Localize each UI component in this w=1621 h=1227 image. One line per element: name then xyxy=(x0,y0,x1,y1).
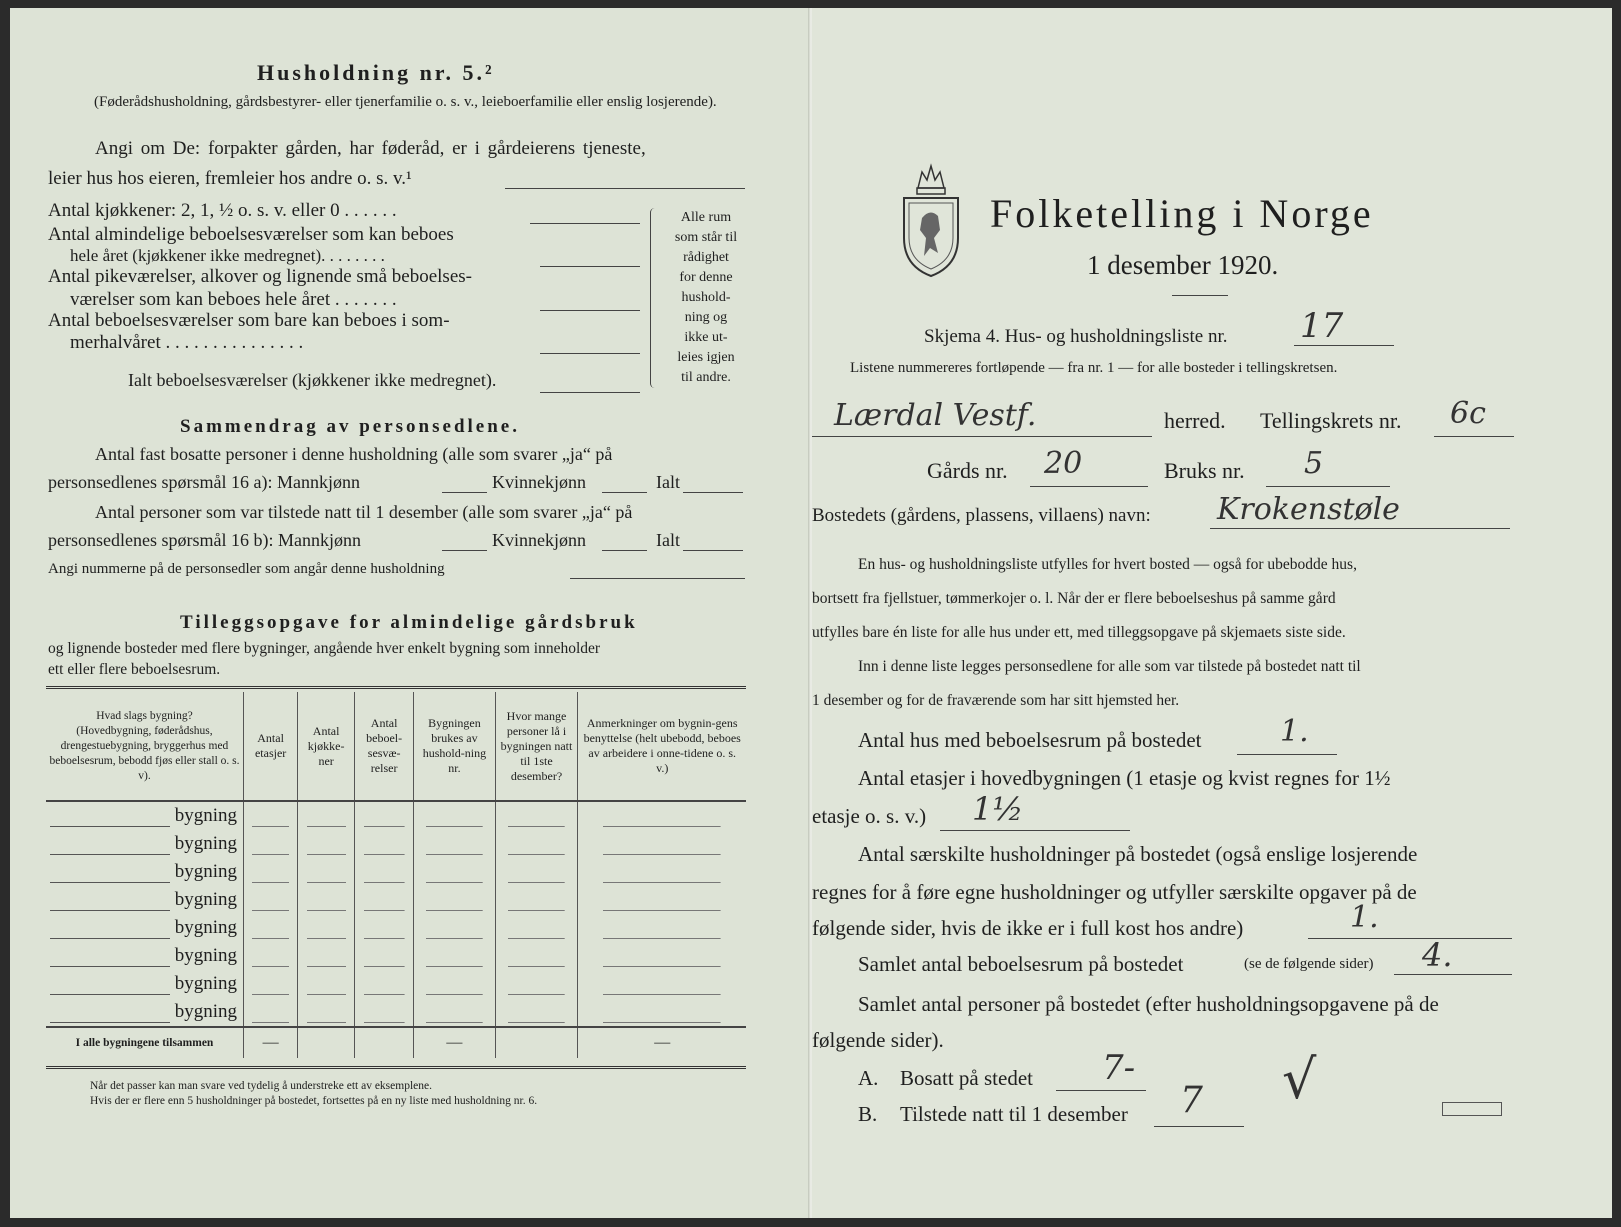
summary-line-4: personsedlenes spørsmål 16 b): Mannkjønn xyxy=(48,530,361,550)
total-a-label: Ialt xyxy=(656,472,680,492)
coat-of-arms-icon xyxy=(900,158,962,280)
krets-line xyxy=(1434,436,1514,437)
q-floors-2: etasje o. s. v.) xyxy=(812,804,927,828)
numbers-line xyxy=(570,578,745,579)
side-note-line: leies igjen xyxy=(677,350,735,365)
right-page xyxy=(812,8,1612,1218)
schema-number: 17 xyxy=(1300,306,1344,346)
building-cell xyxy=(578,970,746,998)
building-cell xyxy=(495,942,578,970)
table-bottom-rule xyxy=(46,1066,746,1069)
table-header-cell: Anmerkninger om bygnin-gens benyttelse (helt ubebodd, beboes av arbeidere i onne-tidene o. s. v.) xyxy=(578,692,746,801)
building-cell xyxy=(578,886,746,914)
b-text: Tilstede natt til 1 desember xyxy=(900,1102,1128,1126)
q-floors-1: Antal etasjer i hovedbygningen (1 etasje og kvist regnes for 1½ xyxy=(858,766,1391,790)
building-cell xyxy=(298,801,355,830)
bosted-label: Bostedets (gårdens, plassens, villaens) navn: xyxy=(812,505,1151,526)
para2-line-2: 1 desember og for de fraværende som har sitt hjemsted her. xyxy=(812,692,1180,709)
angi-line-1: Angi om De: forpakter gården, har føderåd, er i gårdeierens tjeneste, xyxy=(95,138,646,159)
building-cell xyxy=(495,998,578,1027)
table-top-rule xyxy=(46,686,746,689)
table-header-cell: Bygningen brukes av hushold-ning nr. xyxy=(414,692,495,801)
building-row-label: bygning xyxy=(46,970,243,998)
rooms-answer-line xyxy=(540,266,640,267)
building-cell xyxy=(495,886,578,914)
side-note-line: til andre. xyxy=(681,370,731,385)
building-cell xyxy=(298,914,355,942)
bosted-value: Krokenstøle xyxy=(1217,492,1400,527)
para1-line-1: En hus- og husholdningsliste utfylles for hvert bosted — også for ubebodde hus, xyxy=(858,556,1357,573)
building-cell xyxy=(578,914,746,942)
q-houses: Antal hus med beboelsesrum på bostedet xyxy=(858,728,1202,752)
building-cell xyxy=(414,801,495,830)
footnote-1: Når det passer kan man svare ved tydelig å understreke ett av eksemplene. xyxy=(90,1080,432,1092)
total-a-line xyxy=(683,492,743,493)
building-cell xyxy=(414,886,495,914)
building-row-label: bygning xyxy=(46,858,243,886)
a-line xyxy=(1056,1090,1146,1091)
a-value: 7- xyxy=(1102,1048,1136,1088)
building-row-label: bygning xyxy=(46,998,243,1027)
table-total-row xyxy=(46,1027,746,1058)
printer-stamp xyxy=(1442,1102,1502,1116)
table-header-row xyxy=(46,692,746,801)
q-maid-2: værelser som kan beboes hele året . . . . . . . xyxy=(70,289,397,310)
a-text: Bosatt på stedet xyxy=(900,1066,1033,1090)
building-cell xyxy=(298,830,355,858)
total-cell xyxy=(495,1027,578,1058)
extra-title: Tilleggsopgave for almindelige gårdsbruk xyxy=(180,612,638,633)
floors-value: 1½ xyxy=(972,790,1024,828)
left-page xyxy=(10,8,810,1218)
female-b-line xyxy=(602,550,647,551)
building-cell xyxy=(355,858,414,886)
rooms-line xyxy=(1394,974,1512,975)
summary-line-3: Antal personer som var tilstede natt til 1 desember (alle som svarer „ja“ på xyxy=(95,502,633,522)
bruks-value: 5 xyxy=(1304,446,1324,481)
building-cell xyxy=(414,858,495,886)
houses-value: 1. xyxy=(1280,714,1309,749)
female-a-line xyxy=(602,492,647,493)
herred-line xyxy=(812,436,1152,437)
building-cell xyxy=(355,942,414,970)
building-cell xyxy=(578,942,746,970)
building-cell xyxy=(298,998,355,1027)
building-row-label: bygning xyxy=(46,942,243,970)
side-note-line: som står til xyxy=(674,230,738,245)
krets-label: Tellingskrets nr. xyxy=(1260,408,1402,433)
check-mark: √ xyxy=(1282,1048,1317,1111)
side-note-line: rådighet xyxy=(683,250,729,265)
building-cell xyxy=(414,830,495,858)
summary-line-2: personsedlenes spørsmål 16 a): Mannkjønn xyxy=(48,472,360,492)
building-cell xyxy=(355,830,414,858)
gards-line xyxy=(1030,486,1148,487)
buildings-table xyxy=(46,692,746,1058)
q-households-1: Antal særskilte husholdninger på bostedet (også enslige losjerende xyxy=(858,842,1418,866)
summer-answer-line xyxy=(540,353,640,354)
q-rooms-1: Antal almindelige beboelsesværelser som kan beboes xyxy=(48,224,454,245)
schema-line: Skjema 4. Hus- og husholdningsliste nr. xyxy=(924,326,1228,347)
building-cell xyxy=(414,914,495,942)
schema-nr-line xyxy=(1294,345,1394,346)
side-note-line: ikke ut- xyxy=(684,330,728,345)
q-summer-2: merhalvåret . . . . . . . . . . . . . . . xyxy=(70,332,304,353)
total-b-label: Ialt xyxy=(656,530,680,550)
total-dash: — xyxy=(243,1027,297,1058)
building-cell xyxy=(355,970,414,998)
q-summer-1: Antal beboelsesværelser som bare kan beboes i som- xyxy=(48,310,450,331)
table-row xyxy=(46,858,746,886)
bruks-label: Bruks nr. xyxy=(1164,458,1245,483)
table-row xyxy=(46,970,746,998)
b-value: 7 xyxy=(1180,1080,1203,1121)
houses-line xyxy=(1237,754,1337,755)
q-households-3: følgende sider, hvis de ikke er i full kost hos andre) xyxy=(812,916,1244,940)
table-header-cell: Antal etasjer xyxy=(243,692,297,801)
building-cell xyxy=(243,998,297,1027)
building-cell xyxy=(355,914,414,942)
households-line xyxy=(1308,938,1512,939)
building-cell xyxy=(578,830,746,858)
side-note-line: Alle rum xyxy=(680,210,732,225)
kitchens-answer-line xyxy=(530,223,640,224)
herred-value: Lærdal Vestf. xyxy=(834,398,1037,433)
building-cell xyxy=(243,914,297,942)
building-cell xyxy=(414,970,495,998)
side-note-line: for denne xyxy=(679,270,733,285)
angi-numbers: Angi nummerne på de personsedler som angår denne husholdning xyxy=(48,561,445,577)
q-households-2: regnes for å føre egne husholdninger og utfyller særskilte opgaver på de xyxy=(812,880,1417,904)
bosted-line xyxy=(1210,528,1510,529)
side-note-line: ning og xyxy=(684,310,728,325)
building-cell xyxy=(355,886,414,914)
q-rooms: Samlet antal beboelsesrum på bostedet xyxy=(858,952,1184,976)
q-total: Ialt beboelsesværelser (kjøkkener ikke medregnet). xyxy=(128,370,497,390)
census-date: 1 desember 1920. xyxy=(1087,250,1279,280)
building-cell xyxy=(298,970,355,998)
building-cell xyxy=(414,942,495,970)
male-b-line xyxy=(442,550,487,551)
q-rooms-note: (se de følgende sider) xyxy=(1244,956,1374,972)
building-cell xyxy=(495,830,578,858)
building-cell xyxy=(495,858,578,886)
instructions: Listene nummereres fortløpende — fra nr. 1 — for alle bosteder i tellingskretsen. xyxy=(850,360,1338,376)
building-cell xyxy=(298,886,355,914)
building-cell xyxy=(298,942,355,970)
table-header-cell: Hvor mange personer lå i bygningen natt til 1ste desember? xyxy=(495,692,578,801)
total-row-label: I alle bygningene tilsammen xyxy=(46,1027,243,1058)
total-cell xyxy=(298,1027,355,1058)
building-cell xyxy=(578,858,746,886)
bruks-line xyxy=(1266,486,1390,487)
total-dash: — xyxy=(578,1027,746,1058)
building-cell xyxy=(243,942,297,970)
building-cell xyxy=(243,830,297,858)
para2-line-1: Inn i denne liste legges personsedlene for alle som var tilstede på bostedet natt til xyxy=(858,658,1361,675)
building-cell xyxy=(243,858,297,886)
building-row-label: bygning xyxy=(46,914,243,942)
building-cell xyxy=(355,801,414,830)
building-cell xyxy=(355,998,414,1027)
extra-line-2: ett eller flere beboelsesrum. xyxy=(48,661,221,678)
floors-line xyxy=(940,830,1130,831)
maid-answer-line xyxy=(540,310,640,311)
rooms-value: 4. xyxy=(1422,936,1453,974)
table-row xyxy=(46,942,746,970)
b-line xyxy=(1154,1126,1244,1127)
total-dash: — xyxy=(414,1027,495,1058)
female-a-label: Kvinnekjønn xyxy=(492,472,586,492)
herred-label: herred. xyxy=(1164,408,1226,433)
gards-value: 20 xyxy=(1044,446,1083,481)
building-cell xyxy=(243,970,297,998)
building-cell xyxy=(414,998,495,1027)
para1-line-3: utfylles bare én liste for alle hus under ett, med tilleggsopgave på skjemaets siste side. xyxy=(812,624,1346,641)
building-row-label: bygning xyxy=(46,830,243,858)
building-cell xyxy=(243,886,297,914)
summary-title: Sammendrag av personsedlene. xyxy=(180,416,520,437)
footnote-2: Hvis der er flere enn 5 husholdninger på bostedet, fortsettes på en ny liste med husholdning nr. 6. xyxy=(90,1095,538,1107)
table-header-cell: Antal beboel-sesvæ-relser xyxy=(355,692,414,801)
building-cell xyxy=(495,970,578,998)
date-rule xyxy=(1172,295,1228,296)
household-subtitle: (Føderådshusholdning, gårdsbestyrer- eller tjenerfamilie o. s. v., leieboerfamilie eller enslig losjerende). xyxy=(94,94,717,110)
table-row xyxy=(46,998,746,1027)
a-label: A. xyxy=(858,1066,879,1090)
summary-line-1: Antal fast bosatte personer i denne husholdning (alle som svarer „ja“ på xyxy=(95,444,613,464)
gards-label: Gårds nr. xyxy=(927,458,1008,483)
table-row xyxy=(46,801,746,830)
total-answer-line xyxy=(540,392,640,393)
side-note-line: hushold- xyxy=(681,290,731,305)
building-cell xyxy=(298,858,355,886)
households-value: 1. xyxy=(1350,900,1379,935)
krets-value: 6c xyxy=(1450,396,1486,431)
building-row-label: bygning xyxy=(46,886,243,914)
table-header-cell: Antal kjøkke-ner xyxy=(298,692,355,801)
total-cell xyxy=(355,1027,414,1058)
building-cell xyxy=(495,801,578,830)
extra-line-1: og lignende bosteder med flere bygninger, angående hver enkelt bygning som inneholder xyxy=(48,640,601,657)
female-b-label: Kvinnekjønn xyxy=(492,530,586,550)
household-title: Husholdning nr. 5.² xyxy=(257,60,495,85)
census-title: Folketelling i Norge xyxy=(990,191,1374,236)
male-a-line xyxy=(442,492,487,493)
table-header-cell: Hvad slags bygning? (Hovedbygning, føderådshus, drengestuebygning, bryggerhus med beboelsesrum, bebodd fjøs eller stall o. s. v). xyxy=(46,692,243,801)
building-cell xyxy=(495,914,578,942)
building-cell xyxy=(243,801,297,830)
q-persons-2: følgende sider). xyxy=(812,1028,944,1052)
building-cell xyxy=(578,801,746,830)
building-cell xyxy=(578,998,746,1027)
building-row-label: bygning xyxy=(46,801,243,830)
q-kitchens: Antal kjøkkener: 2, 1, ½ o. s. v. eller 0 . . . . . . xyxy=(48,200,397,221)
table-row xyxy=(46,886,746,914)
angi-answer-line xyxy=(505,188,745,189)
brace xyxy=(650,208,659,388)
angi-line-2: leier hus hos eieren, fremleier hos andre o. s. v.¹ xyxy=(48,168,412,189)
side-note xyxy=(662,208,750,388)
para1-line-2: bortsett fra fjellstuer, tømmerkojer o. l. Når der er flere beboelseshus på samme gård xyxy=(812,590,1336,607)
q-persons-1: Samlet antal personer på bostedet (efter husholdningsopgavene på de xyxy=(858,992,1439,1016)
total-b-line xyxy=(683,550,743,551)
q-maid-1: Antal pikeværelser, alkover og lignende små beboelses- xyxy=(48,266,472,287)
table-row xyxy=(46,830,746,858)
table-row xyxy=(46,914,746,942)
b-label: B. xyxy=(858,1102,878,1126)
q-rooms-2: hele året (kjøkkener ikke medregnet). . . . . . . . xyxy=(70,246,385,265)
